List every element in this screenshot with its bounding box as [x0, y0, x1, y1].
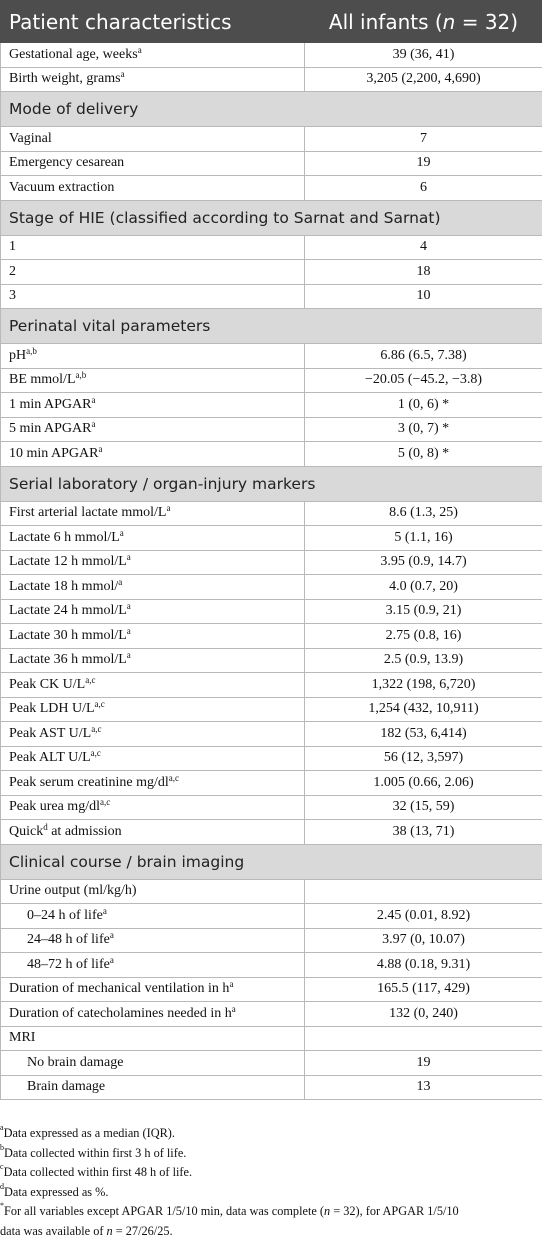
row-label-text: 5 min APGAR: [9, 421, 91, 436]
row-label: [1, 771, 305, 796]
row-label: [1, 43, 305, 68]
row-label: [1, 697, 305, 722]
table-row: [1, 127, 542, 152]
row-label-text: Peak serum creatinine mg/dl: [9, 775, 169, 790]
table-row: [1, 928, 542, 953]
header-col2-suffix: = 32): [455, 10, 518, 34]
footnote-marker: c: [0, 1162, 4, 1171]
footnote-marker: a: [110, 930, 114, 940]
row-label-text: Duration of catecholamines needed in h: [9, 1006, 232, 1021]
row-label-text: 2: [9, 264, 16, 279]
row-label-text: Lactate 12 h mmol/L: [9, 554, 127, 569]
row-label: [1, 417, 305, 442]
table-row: [1, 260, 542, 285]
footnote-text: Data expressed as %.: [4, 1185, 108, 1199]
section-title: Serial laboratory / organ-injury markers: [1, 466, 542, 501]
row-label-text: Peak AST U/L: [9, 726, 91, 741]
table-row: [1, 1002, 542, 1027]
row-label: [1, 624, 305, 649]
footnote-line: [0, 1202, 542, 1222]
table-row: [1, 904, 542, 929]
footnote-italic: n: [107, 1224, 113, 1238]
footnote-marker: d: [43, 822, 48, 832]
row-label: [1, 260, 305, 285]
row-label: [1, 977, 305, 1002]
header-col2-prefix: All infants (: [329, 10, 443, 34]
footnote-marker: a,c: [85, 675, 95, 685]
footnote-line: [0, 1222, 542, 1241]
table-row: [1, 368, 542, 393]
section-title: Perinatal vital parameters: [1, 309, 542, 344]
row-value: 13: [305, 1075, 542, 1100]
row-value: 8.6 (1.3, 25): [305, 501, 542, 526]
table-row: [1, 953, 542, 978]
footnote-marker: a,c: [100, 797, 110, 807]
row-label-text: 10 min APGAR: [9, 446, 98, 461]
row-label-text: First arterial lactate mmol/L: [9, 505, 166, 520]
row-label-text: Emergency cesarean: [9, 155, 124, 170]
section-title: Stage of HIE (classified according to Sarnat and Sarnat): [1, 200, 542, 235]
table-row: [1, 176, 542, 201]
footnote-marker: a,c: [95, 699, 105, 709]
section-title: Mode of delivery: [1, 92, 542, 127]
row-value: 6.86 (6.5, 7.38): [305, 344, 542, 369]
row-label: [1, 393, 305, 418]
row-value: 1,254 (432, 10,911): [305, 697, 542, 722]
table-row: [1, 1075, 542, 1100]
footnote-marker: a: [98, 444, 102, 454]
header-col-all-infants: [305, 1, 542, 43]
footnote-marker: a: [232, 1004, 236, 1014]
footnote-marker: a: [127, 552, 131, 562]
footnote-marker: d: [0, 1182, 4, 1191]
table-row: [1, 795, 542, 820]
row-label-text: Lactate 6 h mmol/L: [9, 530, 120, 545]
row-value: 2.75 (0.8, 16): [305, 624, 542, 649]
row-label: [1, 67, 305, 92]
footnote-marker: a,c: [169, 773, 179, 783]
row-label-text: Vacuum extraction: [9, 180, 114, 195]
row-label-text: 0–24 h of life: [27, 908, 103, 923]
row-value: 2.5 (0.9, 13.9): [305, 648, 542, 673]
row-value: 4.0 (0.7, 20): [305, 575, 542, 600]
table-row: [1, 771, 542, 796]
section-header-row: [1, 92, 542, 127]
row-label: [1, 368, 305, 393]
row-label: [1, 501, 305, 526]
row-label-text: MRI: [9, 1030, 35, 1045]
footnote-text: For all variables except APGAR 1/5/10 min, data was complete (: [4, 1204, 324, 1218]
footnote-marker: a: [127, 601, 131, 611]
row-label-text: Gestational age, weeks: [9, 47, 138, 62]
row-label-text: 1: [9, 239, 16, 254]
row-label: [1, 599, 305, 624]
row-label: [1, 879, 305, 904]
table-row: [1, 977, 542, 1002]
footnote-marker: a: [118, 577, 122, 587]
table-row: [1, 746, 542, 771]
footnote-italic: n: [324, 1204, 330, 1218]
footnote-line: [0, 1124, 542, 1144]
row-value: 1,322 (198, 6,720): [305, 673, 542, 698]
row-label: [1, 820, 305, 845]
row-label-suffix: at admission: [48, 824, 122, 839]
header-col-characteristics: Patient characteristics: [1, 1, 305, 43]
table-row: [1, 284, 542, 309]
row-label-text: Peak ALT U/L: [9, 750, 91, 765]
row-label: [1, 550, 305, 575]
footnote-marker: a,b: [26, 346, 37, 356]
footnote-line: [0, 1163, 542, 1183]
row-label-text: Lactate 30 h mmol/L: [9, 628, 127, 643]
footnote-marker: a,b: [76, 370, 87, 380]
footnote-text: Data collected within first 3 h of life.: [4, 1146, 186, 1160]
table-row: [1, 67, 542, 92]
table-row: [1, 417, 542, 442]
row-label-text: Duration of mechanical ventilation in h: [9, 981, 229, 996]
row-value: 4.88 (0.18, 9.31): [305, 953, 542, 978]
footnote-marker: a: [110, 955, 114, 965]
footnote-line: [0, 1183, 542, 1203]
footnote-text: data was available of: [0, 1224, 107, 1238]
row-label-text: 3: [9, 288, 16, 303]
row-label-text: No brain damage: [27, 1055, 123, 1070]
header-col2-n: n: [443, 10, 456, 34]
table-row: [1, 879, 542, 904]
row-label-text: Urine output (ml/kg/h): [9, 883, 137, 898]
row-label: [1, 648, 305, 673]
row-label-text: Peak CK U/L: [9, 677, 85, 692]
footnote-marker: a: [138, 45, 142, 55]
row-label-text: 1 min APGAR: [9, 397, 91, 412]
row-label-text: BE mmol/L: [9, 372, 76, 387]
row-label-text: Peak LDH U/L: [9, 701, 95, 716]
row-label: [1, 904, 305, 929]
table-row: [1, 575, 542, 600]
footnote-marker: a: [127, 626, 131, 636]
row-value: 3.15 (0.9, 21): [305, 599, 542, 624]
row-value: 165.5 (117, 429): [305, 977, 542, 1002]
row-label: [1, 1002, 305, 1027]
footnote-marker: a: [103, 906, 107, 916]
row-label: [1, 1075, 305, 1100]
row-value: 1 (0, 6) *: [305, 393, 542, 418]
footnote-marker: a: [229, 979, 233, 989]
table-row: [1, 235, 542, 260]
footnotes: [0, 1124, 542, 1241]
row-label: [1, 953, 305, 978]
table-row: [1, 820, 542, 845]
table-row: [1, 1026, 542, 1051]
row-label: [1, 176, 305, 201]
row-value: 1.005 (0.66, 2.06): [305, 771, 542, 796]
footnote-marker: a: [127, 650, 131, 660]
row-value: [305, 1026, 542, 1051]
footnote-marker: a,c: [91, 724, 101, 734]
table-row: [1, 1051, 542, 1076]
row-value: 5 (0, 8) *: [305, 442, 542, 467]
row-label: [1, 1026, 305, 1051]
row-label: [1, 235, 305, 260]
row-value: −20.05 (−45.2, −3.8): [305, 368, 542, 393]
row-value: 18: [305, 260, 542, 285]
table-row: [1, 648, 542, 673]
footnote-text-cont: = 32), for APGAR 1/5/10: [330, 1204, 459, 1218]
section-header-row: [1, 309, 542, 344]
row-value: 10: [305, 284, 542, 309]
table-row: [1, 393, 542, 418]
row-value: 3,205 (2,200, 4,690): [305, 67, 542, 92]
section-header-row: [1, 200, 542, 235]
row-value: 132 (0, 240): [305, 1002, 542, 1027]
table-row: [1, 526, 542, 551]
row-value: 2.45 (0.01, 8.92): [305, 904, 542, 929]
footnote-marker: *: [0, 1201, 4, 1210]
row-label: [1, 722, 305, 747]
row-value: 19: [305, 151, 542, 176]
row-label-text: Vaginal: [9, 131, 52, 146]
footnote-marker: a: [91, 395, 95, 405]
row-label: [1, 1051, 305, 1076]
table-row: [1, 442, 542, 467]
footnote-marker: a,c: [91, 748, 101, 758]
footnote-marker: a: [166, 503, 170, 513]
table-row: [1, 673, 542, 698]
row-value: 19: [305, 1051, 542, 1076]
table-row: [1, 151, 542, 176]
footnote-marker: a: [120, 528, 124, 538]
row-value: 38 (13, 71): [305, 820, 542, 845]
row-label-text: 24–48 h of life: [27, 932, 110, 947]
table-row: [1, 624, 542, 649]
footnote-text: Data collected within first 48 h of life.: [4, 1165, 193, 1179]
row-label: [1, 344, 305, 369]
row-value: 39 (36, 41): [305, 43, 542, 68]
row-label-text: Lactate 24 h mmol/L: [9, 603, 127, 618]
row-label-text: Birth weight, grams: [9, 71, 121, 86]
row-value: 6: [305, 176, 542, 201]
footnote-marker: a: [121, 69, 125, 79]
row-label: [1, 928, 305, 953]
row-value: 32 (15, 59): [305, 795, 542, 820]
table-row: [1, 697, 542, 722]
footnote-line: [0, 1144, 542, 1164]
footnote-text: Data expressed as a median (IQR).: [4, 1126, 175, 1140]
row-value: 5 (1.1, 16): [305, 526, 542, 551]
table-header-row: [1, 1, 542, 43]
row-label: [1, 127, 305, 152]
footnote-text-cont: = 27/26/25.: [113, 1224, 173, 1238]
row-label: [1, 746, 305, 771]
row-value: 182 (53, 6,414): [305, 722, 542, 747]
table-row: [1, 43, 542, 68]
row-label-text: Lactate 18 h mmol/: [9, 579, 118, 594]
row-value: 3.95 (0.9, 14.7): [305, 550, 542, 575]
table-row: [1, 344, 542, 369]
row-label-text: Quick: [9, 824, 43, 839]
table-row: [1, 722, 542, 747]
row-label: [1, 151, 305, 176]
footnote-marker: a: [91, 419, 95, 429]
row-label: [1, 442, 305, 467]
row-label: [1, 284, 305, 309]
row-label-text: Brain damage: [27, 1079, 105, 1094]
row-value: 56 (12, 3,597): [305, 746, 542, 771]
row-label-text: Lactate 36 h mmol/L: [9, 652, 127, 667]
row-label: [1, 526, 305, 551]
table-row: [1, 501, 542, 526]
row-value: 3 (0, 7) *: [305, 417, 542, 442]
row-value: 3.97 (0, 10.07): [305, 928, 542, 953]
row-value: [305, 879, 542, 904]
table-row: [1, 599, 542, 624]
section-header-row: [1, 466, 542, 501]
section-title: Clinical course / brain imaging: [1, 844, 542, 879]
row-label: [1, 795, 305, 820]
row-value: 4: [305, 235, 542, 260]
footnote-marker: b: [0, 1143, 4, 1152]
row-value: 7: [305, 127, 542, 152]
row-label-text: pH: [9, 348, 26, 363]
row-label: [1, 673, 305, 698]
footnote-marker: a: [0, 1123, 4, 1132]
row-label-text: 48–72 h of life: [27, 957, 110, 972]
table-row: [1, 550, 542, 575]
row-label-text: Peak urea mg/dl: [9, 799, 100, 814]
section-header-row: [1, 844, 542, 879]
row-label: [1, 575, 305, 600]
